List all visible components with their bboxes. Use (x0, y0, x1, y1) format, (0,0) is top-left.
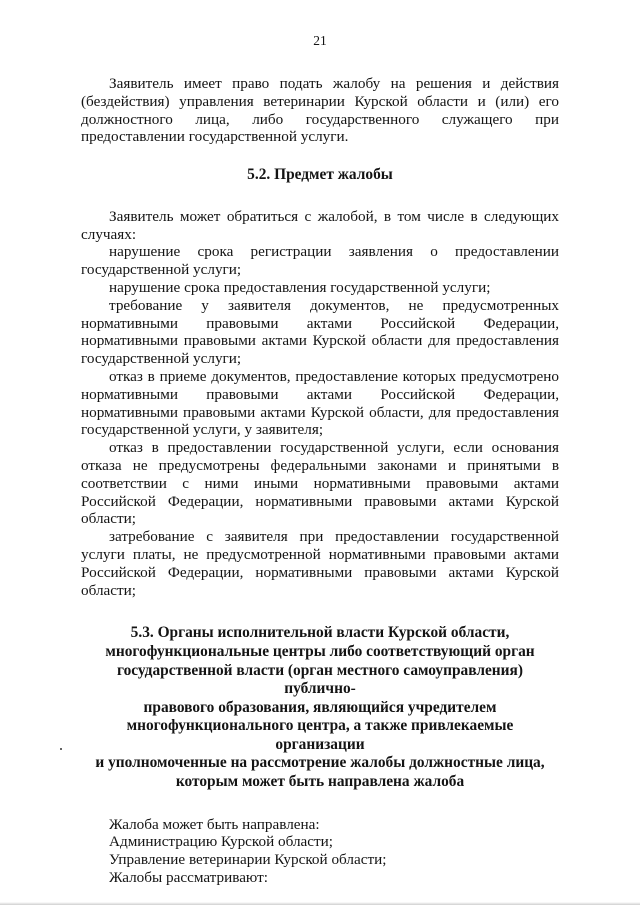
complaint-case-item: нарушение срока регистрации заявления о предоставлении государственной услуги; (81, 243, 559, 279)
intro-paragraph: Заявитель имеет право подать жалобу на решения и действия (бездействия) управления ветеринарии Курской области и (или) его должностного лица, либо государственного служащего при предоставлении государственной услуги. (81, 75, 559, 146)
complaint-case-item: требование у заявителя документов, не предусмотренных нормативными правовыми актами Российской Федерации, нормативными правовыми актами Курской области для предоставления государственной услуги; (81, 296, 559, 368)
section-5-2-heading: 5.2. Предмет жалобы (247, 166, 393, 184)
complaint-case-item: затребование с заявителя при предоставлении государственной услуги платы, не предусмотренной нормативными правовыми актами Российской Федерации, нормативными правовыми актами Курской области; (81, 528, 559, 599)
section-5-3-heading (81, 624, 559, 791)
heading-line: которым может быть направлена жалоба (175, 773, 465, 791)
scan-speck (60, 748, 62, 750)
complaint-target-line: Администрацию Курской области; (109, 833, 334, 851)
complaint-target-line: Управление ветеринарии Курской области; (109, 851, 387, 869)
heading-line: многофункционального центра, а также привлекаемые организации (126, 717, 514, 753)
complaint-case-item: отказ в приеме документов, предоставление которых предусмотрено нормативными правовыми актами Российской Федерации, нормативными правовыми актами Курской области, для предоставления государственной услуги, у заявителя; (81, 367, 559, 439)
complaint-case-item: отказ в предоставлении государственной услуги, если основания отказа не предусмотрены федеральными законами и принятыми в соответствии с ними иными нормативными правовыми актами Российской Федерации, нормативными правовыми актами Курской области; (81, 439, 559, 528)
heading-line: 5.3. Органы исполнительной власти Курской области, (130, 624, 510, 642)
section-5-2-lead: Заявитель может обратиться с жалобой, в том числе в следующих случаях: (81, 207, 559, 243)
page-body (81, 75, 559, 887)
heading-line: многофункциональные центры либо соответствующий орган (105, 642, 535, 660)
heading-line: государственной власти (орган местного самоуправления) публично- (117, 661, 523, 698)
complaint-target-line: Жалоба может быть направлена: (109, 815, 320, 833)
complaint-target-line: Жалобы рассматривают: (109, 869, 268, 887)
heading-line: и уполномоченные на рассмотрение жалобы должностные лица, (95, 754, 545, 772)
heading-line: правового образования, являющийся учредителем (143, 698, 497, 716)
page-number: 21 (313, 33, 327, 48)
complaint-case-item: нарушение срока предоставления государственной услуги; (109, 278, 491, 296)
